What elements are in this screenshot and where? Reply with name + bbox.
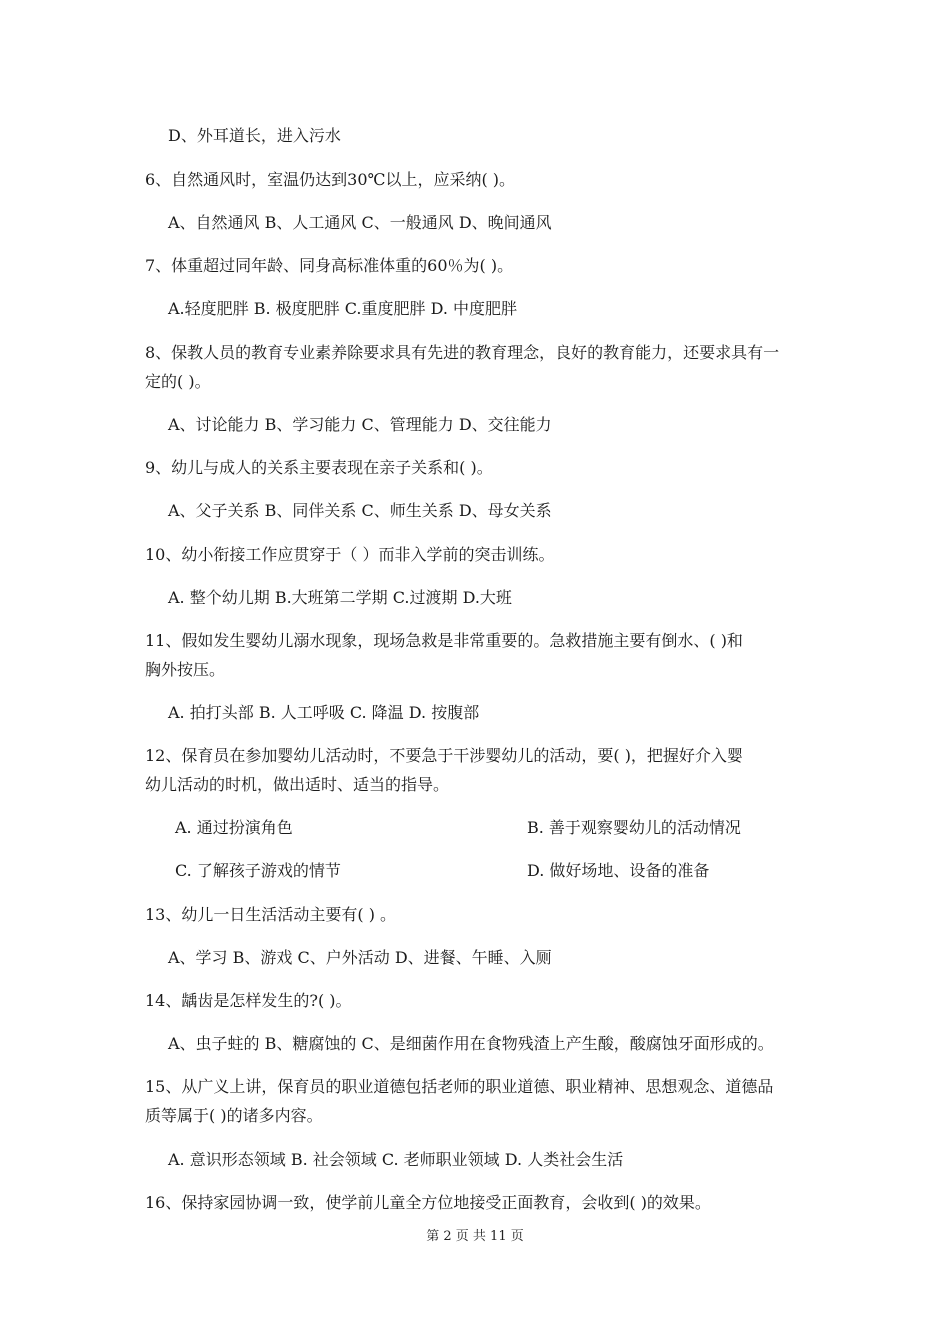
question-11-line-2: 胸外按压。 — [145, 660, 226, 679]
question-14: 14、龋齿是怎样发生的?( )。 — [145, 991, 352, 1010]
question-8-line-2: 定的( )。 — [145, 372, 211, 391]
question-7: 7、体重超过同年龄、同身高标准体重的60％为( )。 — [145, 256, 514, 275]
page-footer: 第 2 页 共 11 页 — [426, 1229, 524, 1244]
question-12-option-b: B. 善于观察婴幼儿的活动情况 — [527, 818, 741, 837]
question-15-options: A. 意识形态领域 B. 社会领域 C. 老师职业领域 D. 人类社会生活 — [168, 1150, 624, 1169]
question-12-line-2: 幼儿活动的时机，做出适时、适当的指导。 — [145, 775, 450, 794]
question-9: 9、幼儿与成人的关系主要表现在亲子关系和( )。 — [145, 458, 493, 477]
question-13-options: A、学习 B、游戏 C、户外活动 D、进餐、午睡、入厕 — [168, 948, 552, 967]
question-11-line-1: 11、假如发生婴幼儿溺水现象，现场急救是非常重要的。急救措施主要有倒水、( )和 — [145, 631, 743, 650]
question-6: 6、自然通风时，室温仍达到30℃以上，应采纳( )。 — [145, 170, 516, 189]
q5-option-d: D、外耳道长，进入污水 — [168, 126, 341, 145]
question-8-line-1: 8、保教人员的教育专业素养除要求具有先进的教育理念，良好的教育能力，还要求具有一 — [145, 343, 780, 362]
question-15-line-2: 质等属于( )的诸多内容。 — [145, 1106, 323, 1125]
question-6-options: A、自然通风 B、人工通风 C、一般通风 D、晚间通风 — [168, 213, 552, 232]
question-15-line-1: 15、从广义上讲，保育员的职业道德包括老师的职业道德、职业精神、思想观念、道德品 — [145, 1077, 774, 1096]
question-12-option-c: C. 了解孩子游戏的情节 — [175, 861, 341, 880]
question-12-line-1: 12、保育员在参加婴幼儿活动时，不要急于干涉婴幼儿的活动，要( )，把握好介入婴 — [145, 746, 743, 765]
question-11-options: A. 拍打头部 B. 人工呼吸 C. 降温 D. 按腹部 — [168, 703, 480, 722]
question-14-options: A、虫子蛀的 B、糖腐蚀的 C、是细菌作用在食物残渣上产生酸，酸腐蚀牙面形成的。 — [168, 1034, 774, 1053]
question-12-option-a: A. 通过扮演角色 — [175, 818, 293, 837]
question-13: 13、幼儿一日生活活动主要有( ) 。 — [145, 905, 397, 924]
question-10-options: A. 整个幼儿期 B.大班第二学期 C.过渡期 D.大班 — [168, 588, 512, 607]
question-8-options: A、讨论能力 B、学习能力 C、管理能力 D、交往能力 — [168, 415, 552, 434]
question-16: 16、保持家园协调一致，使学前儿童全方位地接受正面教育，会收到( )的效果。 — [145, 1193, 711, 1212]
question-10: 10、幼小衔接工作应贯穿于（ ）而非入学前的突击训练。 — [145, 545, 555, 564]
question-9-options: A、父子关系 B、同伴关系 C、师生关系 D、母女关系 — [168, 501, 552, 520]
question-7-options: A.轻度肥胖 B. 极度肥胖 C.重度肥胖 D. 中度肥胖 — [168, 299, 518, 318]
question-12-option-d: D. 做好场地、设备的准备 — [527, 861, 710, 880]
